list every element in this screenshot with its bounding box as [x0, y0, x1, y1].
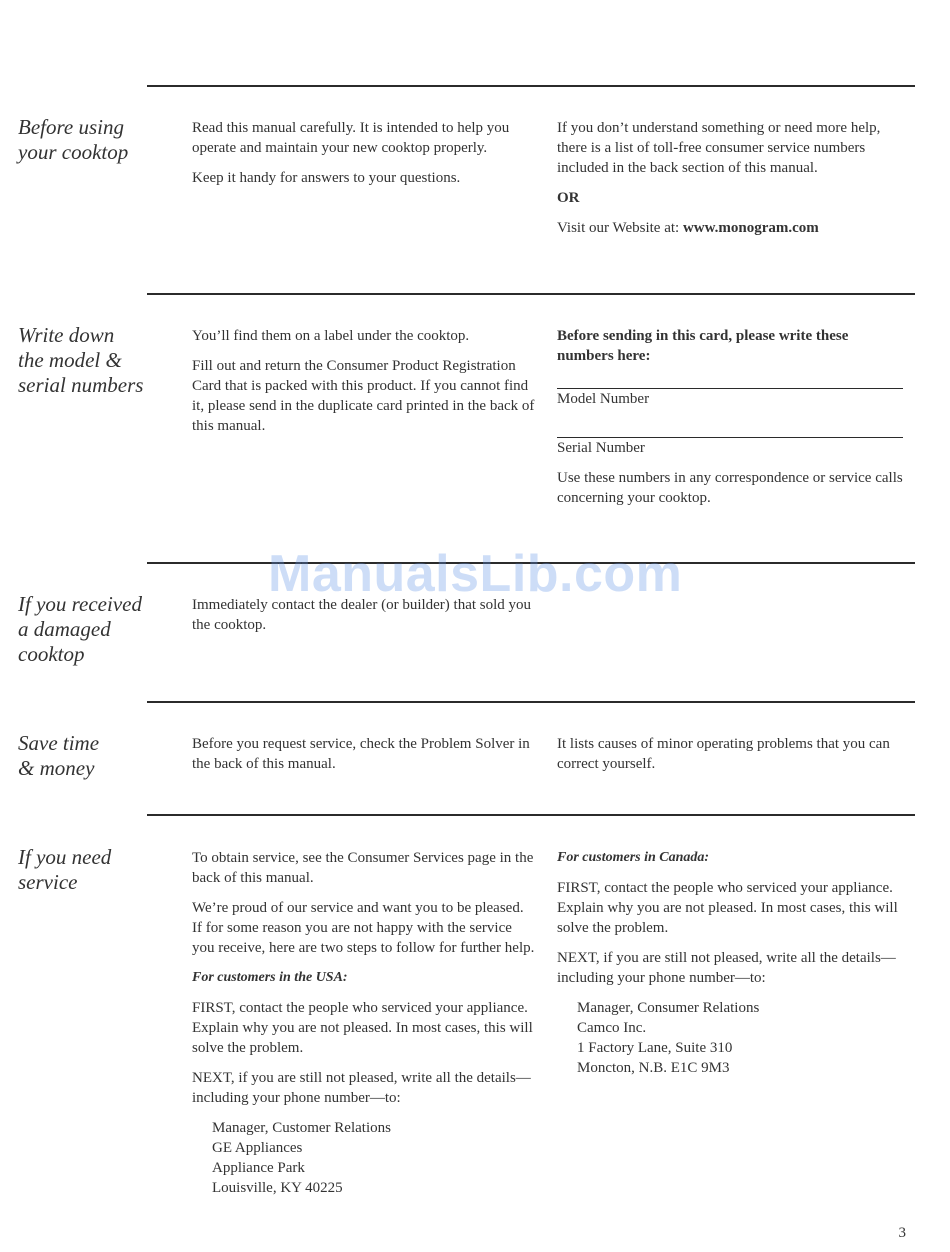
paragraph: FIRST, contact the people who serviced your appliance. Explain why you are not pleased. In most cases, this will solve the problem. [192, 1000, 533, 1056]
canada-subheading: For customers in Canada: [557, 850, 710, 865]
section-divider [147, 85, 915, 87]
write-col1 [192, 326, 537, 446]
paragraph: It lists causes of minor operating problems that you can correct yourself. [557, 736, 890, 772]
serial-number-label: Serial Number [557, 440, 645, 456]
heading-damaged: If you received a damaged cooktop [18, 592, 142, 666]
damaged-col1 [192, 595, 537, 645]
heading-need-service: If you need service [18, 845, 112, 894]
write-col2 [557, 326, 907, 518]
paragraph: Before you request service, check the Problem Solver in the back of this manual. [192, 736, 530, 772]
paragraph: To obtain service, see the Consumer Services page in the back of this manual. [192, 850, 534, 886]
paragraph: NEXT, if you are still not pleased, write all the details—including your phone number—to: [192, 1070, 531, 1106]
before-col1 [192, 118, 537, 198]
section-divider [147, 293, 915, 295]
website-link[interactable]: www.monogram.com [682, 220, 819, 236]
heading-write-down: Write down the model & serial numbers [18, 323, 144, 397]
or-label: OR [557, 190, 580, 206]
paragraph: Read this manual carefully. It is intended to help you operate and maintain your new cooktop properly. [192, 120, 510, 156]
heading-save-time: Save time & money [18, 731, 100, 780]
paragraph: Keep it handy for answers to your questions. [192, 170, 461, 186]
model-number-label: Model Number [557, 391, 650, 407]
page-number: 3 [898, 1225, 906, 1241]
usa-subheading: For customers in the USA: [192, 970, 348, 985]
paragraph: You’ll find them on a label under the cooktop. [192, 328, 470, 344]
paragraph: Use these numbers in any correspondence or service calls concerning your cooktop. [557, 470, 903, 506]
paragraph: NEXT, if you are still not pleased, write all the details—including your phone number—to: [557, 950, 896, 986]
service-col1 [192, 848, 537, 1208]
website-line: Visit our Website at: www.monogram.com [557, 220, 819, 236]
paragraph: Before sending in this card, please write these numbers here: [557, 328, 849, 364]
paragraph: FIRST, contact the people who serviced your appliance. Explain why you are not pleased. In most cases, this will solve the problem. [557, 880, 898, 936]
save-col2 [557, 734, 907, 784]
paragraph: We’re proud of our service and want you to be pleased. If for some reason you are not happy with the service you receive, here are two steps to follow for further help. [192, 900, 535, 956]
section-divider [147, 701, 915, 703]
usa-address: Manager, Customer Relations GE Appliances Appliance Park Louisville, KY 40225 [212, 1120, 391, 1196]
save-col1 [192, 734, 537, 784]
section-divider [147, 562, 915, 564]
section-divider [147, 814, 915, 816]
paragraph: Fill out and return the Consumer Product Registration Card that is packed with this product. If you cannot find it, please send in the duplicate card printed in the back of this manual. [192, 358, 535, 434]
canada-address: Manager, Consumer Relations Camco Inc. 1 Factory Lane, Suite 310 Moncton, N.B. E1C 9M3 [577, 1000, 760, 1076]
watermark: ManualsLib.com [268, 545, 683, 603]
paragraph: Immediately contact the dealer (or builder) that sold you the cooktop. [192, 597, 532, 633]
before-col2 [557, 118, 907, 248]
service-col2 [557, 848, 907, 1088]
paragraph: If you don’t understand something or need more help, there is a list of toll-free consumer service numbers included in the back section of this manual. [557, 120, 881, 176]
heading-before-using: Before using your cooktop [18, 115, 129, 164]
